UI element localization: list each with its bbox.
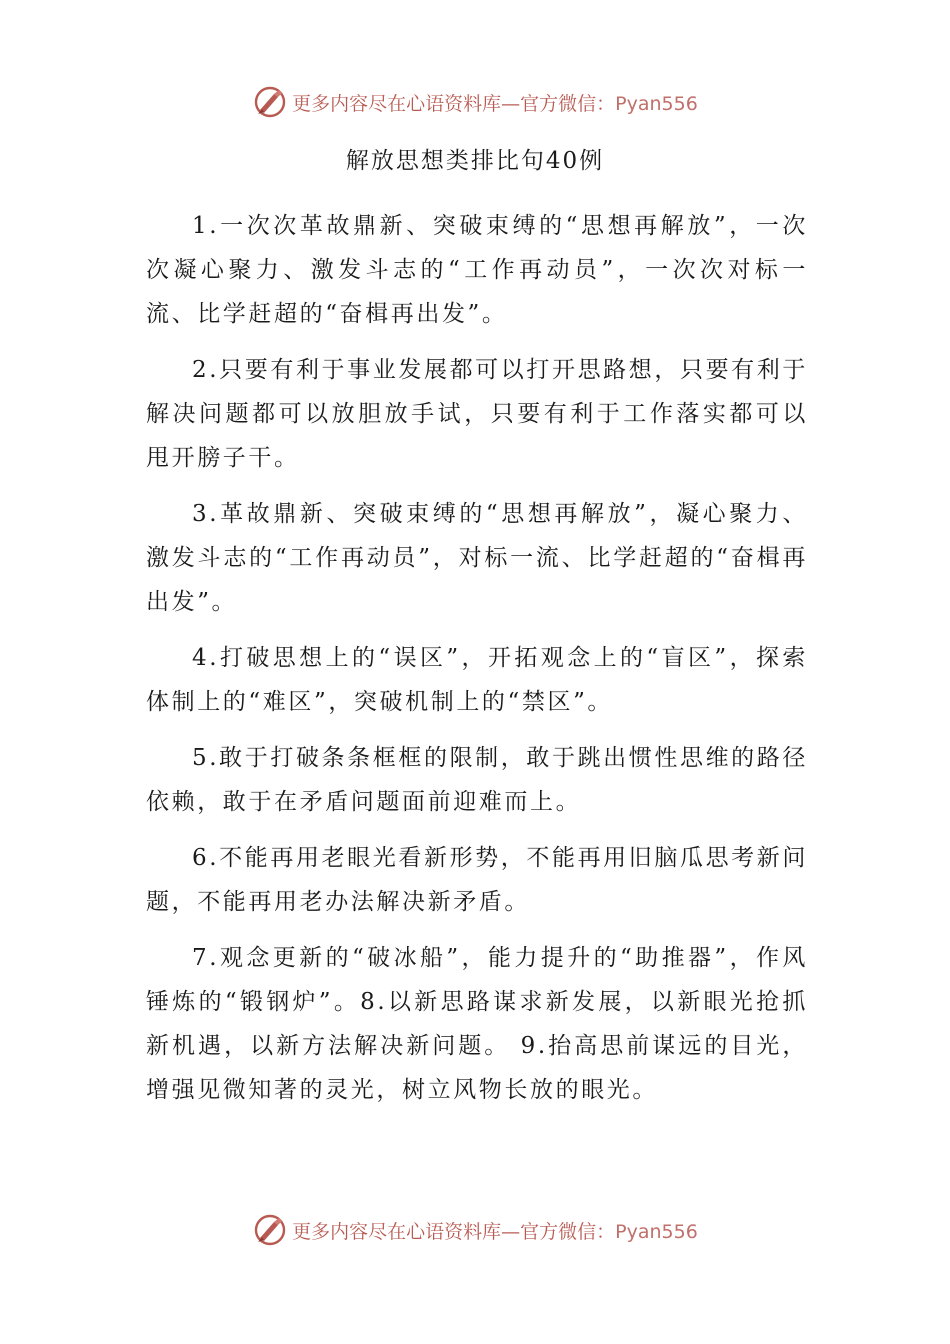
banner-text: 更多内容尽在心语资料库—官方微信：Pyan556: [292, 92, 698, 115]
footer-banner: [0, 1208, 950, 1252]
paragraph-5: 5.敢于打破条条框框的限制，敢于跳出惯性思维的路径依赖，敢于在矛盾问题面前迎难而上。: [146, 745, 808, 815]
document-body: [146, 204, 808, 1124]
pen-logo-icon: [252, 1212, 288, 1248]
paragraph-4: 4.打破思想上的“误区”，开拓观念上的“盲区”，探索体制上的“难区”，突破机制上的“禁区”。: [146, 645, 808, 715]
paragraph-7: 7.观念更新的“破冰船”，能力提升的“助推器”，作风锤炼的“锻钢炉”。8.以新思路谋求新发展，以新眼光抢抓新机遇，以新方法解决新问题。 9.抬高思前谋远的目光，增强见微知著的灵光，树立风物长放的眼光。: [146, 945, 808, 1103]
pen-logo-icon: [252, 84, 288, 120]
document-title: 解放思想类排比句40例: [345, 148, 605, 174]
banner-text: 更多内容尽在心语资料库—官方微信：Pyan556: [292, 1220, 698, 1243]
paragraph-2: 2.只要有利于事业发展都可以打开思路想，只要有利于解决问题都可以放胆放手试，只要有利于工作落实都可以甩开膀子干。: [146, 357, 808, 471]
paragraph-3: 3.革故鼎新、突破束缚的“思想再解放”，凝心聚力、激发斗志的“工作再动员”，对标一流、比学赶超的“奋楫再出发”。: [146, 501, 808, 615]
header-banner: [0, 80, 950, 124]
paragraph-1: 1.一次次革故鼎新、突破束缚的“思想再解放”，一次次凝心聚力、激发斗志的“工作再动员”，一次次对标一流、比学赶超的“奋楫再出发”。: [146, 213, 808, 327]
paragraph-6: 6.不能再用老眼光看新形势，不能再用旧脑瓜思考新问题，不能再用老办法解决新矛盾。: [146, 845, 808, 915]
